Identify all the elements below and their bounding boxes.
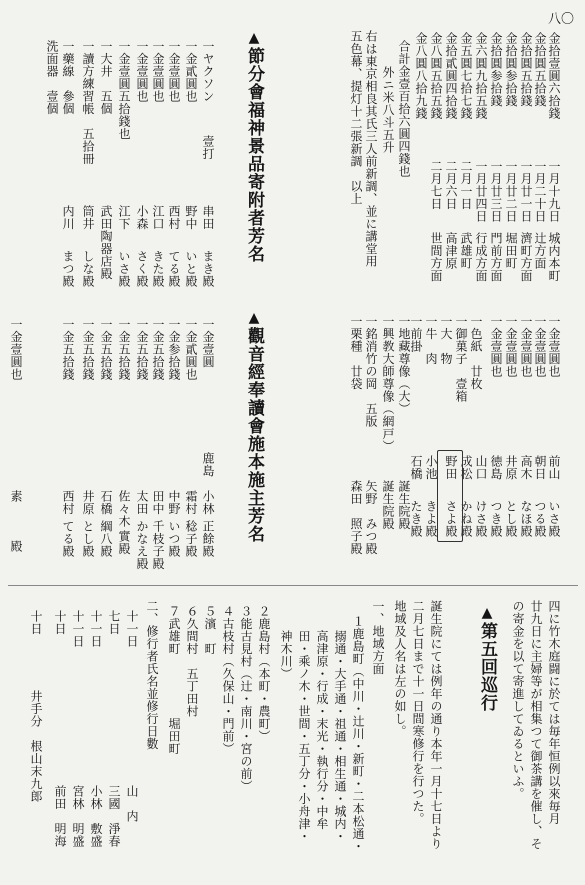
donation-item: 一色紙 廿枚 bbox=[469, 315, 483, 390]
village-line: ７武雄町 堀田町 bbox=[167, 605, 181, 755]
practitioner-days: 十日 bbox=[29, 610, 43, 635]
amount: 一金五拾錢 bbox=[151, 318, 165, 381]
donor-name: とし殿 bbox=[81, 520, 95, 558]
place-item: 行成方面 bbox=[474, 232, 488, 282]
donor-place: 山口 bbox=[474, 455, 488, 480]
donor-name: しな殿 bbox=[81, 250, 95, 288]
donor-place: 小池 bbox=[424, 455, 438, 480]
date-item: 一月廿三日 bbox=[489, 160, 503, 223]
amount-item: 金八圓五拾五錢 bbox=[429, 32, 443, 120]
triangle-icon: ▲ bbox=[246, 30, 262, 47]
donor-name: 千枝子殿 bbox=[151, 520, 165, 570]
date-item: 二月六日 bbox=[444, 160, 458, 210]
amount-item: 金拾貳圓四拾錢 bbox=[444, 32, 458, 120]
donor-place: 徳島 bbox=[489, 455, 503, 480]
donor-place: 成松 bbox=[459, 455, 473, 480]
donor-name: とし殿 bbox=[504, 500, 518, 538]
donor-surname: 井原 bbox=[81, 490, 95, 515]
donor-surname: 武田陶器店殿 bbox=[99, 205, 113, 280]
village-line: ５濱 町 bbox=[203, 605, 217, 655]
donor-name: 稔子殿 bbox=[184, 520, 198, 558]
body-line: 地域及人名は左の如し。 bbox=[393, 600, 407, 738]
donor-surname: 太田 bbox=[135, 490, 149, 515]
donation-amount: 一金壹圓也 bbox=[533, 315, 547, 378]
donor-place: 石橋 bbox=[409, 455, 423, 480]
donor-place: 井原 bbox=[504, 455, 518, 480]
area-line: 田・乘ノ木・世間・五丁分・小舟津・ bbox=[297, 630, 311, 843]
donor-surname: 中野 bbox=[167, 490, 181, 515]
triangle-icon: ▲ bbox=[246, 310, 262, 327]
date-item: 一月二十日 bbox=[533, 160, 547, 223]
donor-place: 野田 bbox=[444, 455, 458, 480]
practitioner-days: 十一日 bbox=[89, 610, 103, 648]
donation-amount: 一金壹圓也 bbox=[519, 315, 533, 378]
item-label: 洗面器 壹個 bbox=[45, 40, 59, 115]
amount-item: 金拾圓五拾錢 bbox=[519, 32, 533, 107]
place-item: 門前方面 bbox=[489, 232, 503, 282]
intro-line: の寄金を以て寄進してゐるといふ。 bbox=[511, 600, 525, 800]
section-heading-text: 觀音經奉讀會施本施主芳名 bbox=[244, 327, 264, 543]
sub-item: 一地藏尊像（大） bbox=[397, 315, 411, 415]
sub-donor: 誕生院殿 bbox=[397, 480, 411, 530]
amount: 一金五拾錢 bbox=[117, 318, 131, 381]
donation-amount: 一金壹圓也 bbox=[504, 315, 518, 378]
amount-item: 金六圓九拾五錢 bbox=[474, 32, 488, 120]
donor-name: いさ殿 bbox=[547, 500, 561, 538]
page-number: 八〇 bbox=[548, 12, 575, 27]
intro-line: 四に竹木庭闘に於ては毎年恒例以來毎月 bbox=[547, 600, 561, 825]
practitioner-name: 前田 明海 bbox=[53, 785, 67, 848]
donor-name: さよ殿 bbox=[444, 500, 458, 538]
amount-item: 金拾圓参拾錢 bbox=[489, 32, 503, 107]
village-line: ６久間村 五丁田村 bbox=[185, 605, 199, 718]
donor-surname: 石橋 bbox=[99, 490, 113, 515]
sub-item: 一興教大師尊像（網戸） bbox=[381, 315, 395, 453]
donation-item: 一牛 肉 bbox=[424, 315, 438, 365]
donor-surname: 筒井 bbox=[81, 205, 95, 230]
donor-surname: 田中 bbox=[151, 490, 165, 515]
practitioner-days: 七日 bbox=[107, 610, 121, 635]
donation-amount: 一金壹圓也 bbox=[547, 315, 561, 378]
village-line: ３能古見村（辻・南川・宮の前） bbox=[239, 605, 253, 793]
amount: 一金五拾錢 bbox=[81, 318, 95, 381]
practitioner-days: 十一日 bbox=[125, 610, 139, 648]
area-title: 一、地域方面 bbox=[371, 600, 385, 675]
place-item: 武雄町 bbox=[459, 232, 473, 270]
donor-name: 綱八殿 bbox=[99, 520, 113, 558]
body-line: 誕生院にては例年の通り本年一月十七日より bbox=[429, 600, 443, 850]
donor-name: たき殿 bbox=[409, 500, 423, 538]
donor-name: けさ殿 bbox=[474, 500, 488, 538]
donor-name: まつ殿 bbox=[61, 250, 75, 288]
place: 鹿島 bbox=[201, 452, 215, 477]
note-line: 五色幕、提灯十二張新調 以上 bbox=[349, 30, 363, 205]
date-item: 一月廿一日 bbox=[519, 160, 533, 223]
item-label: 一讀方練習帳 五拾冊 bbox=[81, 40, 95, 165]
donor-surname: 西村 bbox=[61, 490, 75, 515]
practitioner-name: 井手分 根山末九郎 bbox=[29, 690, 43, 803]
item-label: 一金壹圓也 bbox=[151, 40, 165, 103]
place-item: 世間方面 bbox=[429, 232, 443, 282]
section-heading bbox=[245, 30, 262, 263]
date-item: 一月十九日 bbox=[547, 160, 561, 223]
area-line: 神木川） bbox=[279, 630, 293, 680]
donor-name: かね殿 bbox=[459, 500, 473, 538]
practitioner-days: 十一日 bbox=[71, 610, 85, 648]
donor-name: つる殿 bbox=[533, 500, 547, 538]
intro-line: 廿九日に主婦等が相集つて御茶講を催し、そ bbox=[529, 600, 543, 850]
donor-name: 實殿 bbox=[117, 530, 131, 555]
date-item: 一月廿二日 bbox=[504, 160, 518, 223]
donor-name: いさ殿 bbox=[117, 250, 131, 288]
donor-name: まき殿 bbox=[201, 250, 215, 288]
donation-item: 一大 物 bbox=[439, 315, 453, 365]
village-line: ４古枝村（久保山・門前） bbox=[221, 605, 235, 755]
donor-bracket bbox=[437, 450, 463, 542]
date-item: 二月七日 bbox=[429, 160, 443, 210]
item-label: 一金貳圓也 bbox=[184, 40, 198, 103]
practitioner-days: 十日 bbox=[53, 610, 67, 635]
note-line: 右は東京相良其氏三人前新調、並に講堂用 bbox=[364, 30, 378, 268]
amount: 一金五拾錢 bbox=[135, 318, 149, 381]
donor-surname: 佐々木 bbox=[117, 490, 131, 528]
donation-item: 一前掛 bbox=[409, 315, 423, 353]
practitioner-name: 山 内 bbox=[125, 785, 139, 823]
item-label: 一大井 五個 bbox=[99, 40, 113, 115]
donor-surname: 内川 bbox=[61, 205, 75, 230]
triangle-icon: ▲ bbox=[479, 605, 495, 622]
item-label: 一金壹圓也 bbox=[167, 40, 181, 103]
sub-donor: 誕生院殿 bbox=[381, 480, 395, 530]
place-item: 高津原 bbox=[444, 232, 458, 270]
area-line: １鹿島町（中川・辻川・新町・二本松通・ bbox=[351, 615, 365, 853]
donor-place: 朝日 bbox=[533, 455, 547, 480]
place-item: 城内本町 bbox=[547, 232, 561, 282]
rice-line: 外ニ米八斗五升 bbox=[381, 66, 395, 154]
item-label: 一ヤクソン bbox=[201, 40, 215, 103]
sub-item: 一銘消竹の岡 五版 bbox=[364, 315, 378, 428]
village-line: ２鹿島村（本町・農町） bbox=[257, 605, 271, 743]
area-line: 高津原・行成・末光・執行分・中牟 bbox=[315, 630, 329, 830]
amount-item: 金五圓七拾七錢 bbox=[459, 32, 473, 120]
donor-surname: 西村 bbox=[167, 205, 181, 230]
donor-surname: 野中 bbox=[184, 205, 198, 230]
donor-surname: 江口 bbox=[151, 205, 165, 230]
item-label: 一藥線 參個 bbox=[61, 40, 75, 115]
donor-name: 正餘殿 bbox=[201, 520, 215, 558]
donor-surname: 小森 bbox=[135, 205, 149, 230]
date-item: 一月廿四日 bbox=[474, 160, 488, 223]
donor-surname: 串田 bbox=[201, 205, 215, 230]
amount-item: 金拾壹圓六拾錢 bbox=[547, 32, 561, 120]
amount: 一金壹圓也 bbox=[9, 318, 23, 381]
donor-name: 殿 bbox=[9, 540, 23, 553]
item-label: 一金壹圓五拾錢也 bbox=[117, 40, 131, 140]
donor-name: きた殿 bbox=[151, 250, 165, 288]
donor-place: 前山 bbox=[547, 455, 561, 480]
donor-name: つき殿 bbox=[489, 500, 503, 538]
amount: 一金五拾錢 bbox=[99, 318, 113, 381]
practitioner-name: 三國 淨春 bbox=[107, 785, 121, 848]
section-heading-text: 節分會福神景品寄附者芳名 bbox=[244, 47, 264, 263]
donor-name: いつ殿 bbox=[167, 520, 181, 558]
item-qty: 壹打 bbox=[201, 135, 215, 160]
donor-name: いと殿 bbox=[184, 250, 198, 288]
practitioners-title: 二、修行者氏名並修行日數 bbox=[145, 600, 159, 750]
section-heading bbox=[478, 605, 495, 712]
amount-item: 金拾圓五拾錢 bbox=[533, 32, 547, 107]
amount: 一金貳圓也 bbox=[184, 318, 198, 381]
body-line: 二月七日まで十一日間寒修行を行つた。 bbox=[411, 600, 425, 825]
donor-surname: 小林 bbox=[201, 490, 215, 515]
donor-surname: 素 bbox=[9, 490, 23, 503]
donor-surname: 江下 bbox=[117, 205, 131, 230]
section-heading-text: 第五回巡行 bbox=[477, 622, 497, 712]
donor-surname: 霜村 bbox=[184, 490, 198, 515]
sub-donor: 矢野 みつ殿 bbox=[364, 480, 378, 555]
amount: 一金壹圓 bbox=[201, 318, 215, 368]
donor-name: てる殿 bbox=[61, 520, 75, 558]
donor-name: かなえ殿 bbox=[135, 520, 149, 570]
item-label: 一金壹圓也 bbox=[135, 40, 149, 103]
place-item: 辻方面 bbox=[533, 232, 547, 270]
date-item: 二月一日 bbox=[459, 160, 473, 210]
amount-item: 金八圓八拾九錢 bbox=[414, 32, 428, 120]
practitioner-name: 宮林 明盛 bbox=[71, 785, 85, 848]
place-item: 濟町方面 bbox=[519, 232, 533, 282]
area-line: 搦通・大手通・祖通・相生通・城内・ bbox=[333, 630, 347, 843]
amount-item: 金拾圓参拾錢 bbox=[504, 32, 518, 107]
section-divider bbox=[8, 585, 578, 586]
amount: 一金五拾錢 bbox=[61, 318, 75, 381]
amount: 一金参拾錢 bbox=[167, 318, 181, 381]
sub-item: 一栗種 廿袋 bbox=[349, 315, 363, 390]
sub-donor: 森田 照子殿 bbox=[349, 480, 363, 555]
donor-name: さく殿 bbox=[135, 250, 149, 288]
donor-name: なほ殿 bbox=[519, 500, 533, 538]
donation-amount: 一金壹圓也 bbox=[489, 315, 503, 378]
donor-name: てる殿 bbox=[167, 250, 181, 288]
donation-item: 一御菓子 壹箱 bbox=[454, 315, 468, 403]
donor-place: 高木 bbox=[519, 455, 533, 480]
donor-name: きよ殿 bbox=[424, 500, 438, 538]
total-line: 合計金壹百拾六圓四錢也 bbox=[397, 40, 411, 178]
place-item: 堀田町 bbox=[504, 232, 518, 270]
practitioner-name: 小林 敷盛 bbox=[89, 785, 103, 848]
section-heading bbox=[245, 310, 262, 543]
